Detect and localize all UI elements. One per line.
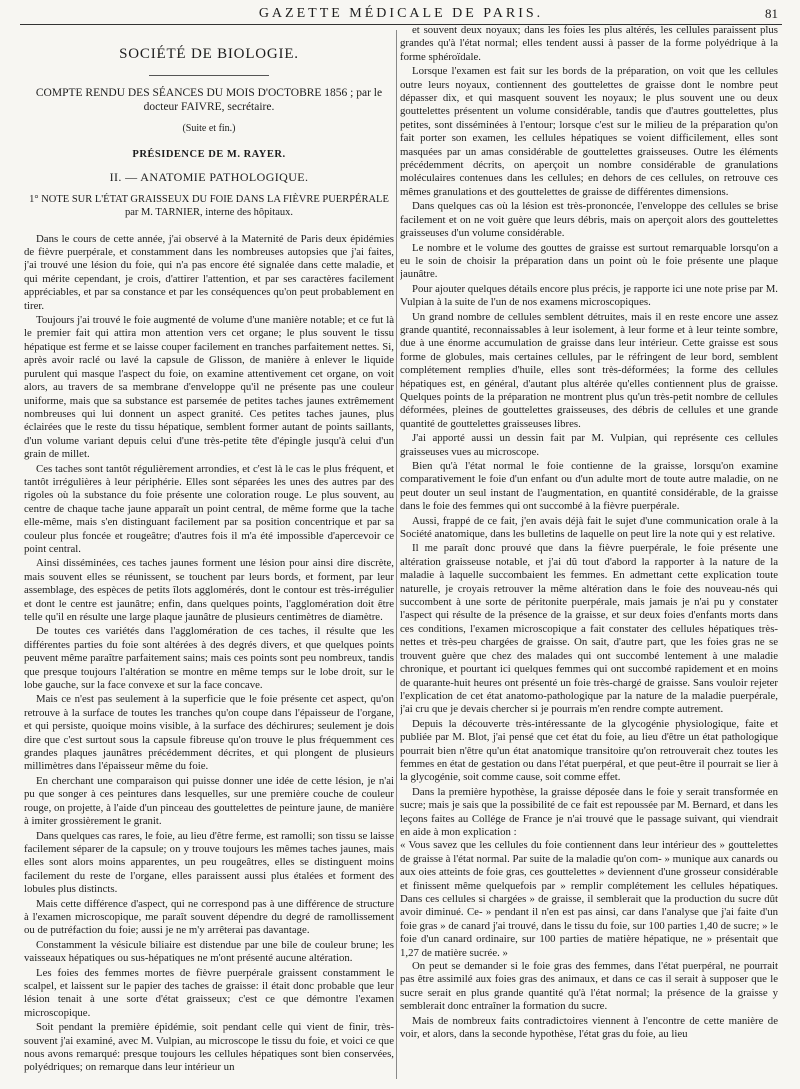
body-paragraph: Depuis la découverte très-intéressante de la glycogénie physiologique, faite et publiée par M. Blot, j'ai pensé que cet état du foie, au lieu d'être un état pathologique pourrait bien n'être qu'un état anatomique transitoire qu'on retrouverait chez toutes les femmes en état de gestation ou dans l'état puerpéral, et que peut-être il pourrait se lier à la glycogénie, soit comme cause, soit comme effet.: [400, 717, 778, 784]
report-heading: COMPTE RENDU DES SÉANCES DU MOIS D'OCTOBRE 1856 ; par le docteur FAIVRE, secrétaire.: [35, 87, 383, 114]
society-title: SOCIÉTÉ DE BIOLOGIE.: [119, 46, 299, 62]
body-paragraph: J'ai apporté aussi un dessin fait par M. Vulpian, qui représente ces cellules graisseuses vues au microscope.: [400, 432, 778, 458]
left-body-text: [24, 233, 394, 1075]
title-rule: [149, 75, 269, 76]
column-divider: [396, 30, 397, 1079]
body-paragraph: Mais ce n'est pas seulement à la superficie que le foie présente cet aspect, qu'on retrouve à la surface de toutes les tranches qu'on coupe dans l'épaisseur de l'organe, et qui persiste, quoique moins visible, à la surface des déchirures; seulement je dois dire que c'est surtout sous la capsule fibreuse qu'on trouve le plus fréquemment ces grandes plaques jaunâtres précédemment décrites, et qui plongent de plusieurs millimètres dans l'épaisseur même du foie.: [24, 693, 394, 773]
left-column: [24, 38, 394, 1083]
body-paragraph: De toutes ces variétés dans l'agglomération de ces taches, il résulte que les différentes parties du foie sont altérées à des degrés divers, et que quelques points peuvent même paraître parfaitement sains; mais ces points sont peu nombreux, tandis que presque toujours l'altération se montre en même temps sur le lobe droit, sur le lobe gauche, sur la face convexe et sur la face concave.: [24, 625, 394, 692]
right-column: [400, 24, 778, 1083]
running-title: GAZETTE MÉDICALE DE PARIS.: [258, 6, 544, 21]
body-paragraph: Ainsi disséminées, ces taches jaunes forment une lésion pour ainsi dire discrète, mais souvent elles se réunissent, se touchent par leurs bords, et forment, par leur assemblage, des espèces de petits îlots agglomérés, dont le contour est très-irrégulier et dont le centre est jaunâtre; enfin, dans quelques points, l'agglomération doit être telle qu'il en résulte une large plaque jaunâtre de plusieurs centimètres de diamètre.: [24, 557, 394, 623]
page-number: 81: [765, 6, 778, 21]
body-paragraph: En cherchant une comparaison qui puisse donner une idée de cette lésion, je n'ai pu que songer à ces peintures dans lesquelles, sur une première couche de couleur rouge, on projette, à l'aide d'un pinceau des gouttelettes de peinture jaune, de manière à imiter grossièrement le granit.: [24, 774, 394, 828]
body-paragraph: On peut se demander si le foie gras des femmes, dans l'état puerpéral, ne pourrait pas être assimilé aux foies gras des animaux, et dans ce cas il serait à supposer que le sucre serait en plus grande quantité qu'à l'état normal; la présence de la graisse y semblerait donc entraîner la formation du sucre.: [400, 960, 778, 1013]
body-paragraph: Le nombre et le volume des gouttes de graisse est surtout remarquable lorsqu'on a eu le soin de choisir la préparation dans un point où le foie présente une plaque jaunâtre.: [400, 241, 778, 281]
section-title: II. — ANATOMIE PATHOLOGIQUE.: [109, 170, 309, 185]
body-paragraph: Pour ajouter quelques détails encore plus précis, je rapporte ici une note prise par M. Vulpian à la suite de l'un de nos examens microscopiques.: [400, 282, 778, 309]
body-paragraph: et souvent deux noyaux; dans les foies les plus altérés, les cellules paraissent plus grandes qu'à l'état normal; elles tendent aussi à passer de la forme polyédrique à la forme sphéroïdale.: [400, 24, 778, 63]
body-paragraph: Soit pendant la première épidémie, soit pendant celle qui vient de finir, très-souvent j'ai examiné, avec M. Vulpian, au microscope le tissu du foie, et voici ce que nous avons remarqué: presque toujours les cellules hépatiques sont bien conservées, polyédriques; on remarque dans leur intérieur un: [24, 1021, 394, 1074]
body-paragraph: Dans quelques cas où la lésion est très-prononcée, l'enveloppe des cellules se brise facilement et on ne voit guère que leurs débris, mais on aperçoit alors des gouttelettes graisseuses d'un volume considérable.: [400, 200, 778, 240]
body-paragraph: Il me paraît donc prouvé que dans la fièvre puerpérale, le foie présente une altération graisseuse notable, et j'ai dû tout d'abord la rapporter à la nature de la maladie à laquelle succombaient les femmes. En admettant cette explication toute naturelle, je croyais retrouver la même altération dans le foie des nouveau-nés qui succombent à une sorte de péritonite puerpérale, mais jamais je n'ai pu y constater l'aspect qui résulte de la présence de la graisse, et sur deux foies d'enfants morts dans ces conditions, l'examen microscopique a fait constater des cellules hépatiques très-nettes et très-peu chargées de graisse. On sait, d'autre part, que les foies gras ne se trouvent guère que chez des malades qui ont succombé lentement à une maladie chronique, et pourtant ici quelques femmes qui ont succombé rapidement et en moins de quarante-huit heures ont présenté un foie très-chargé de graisse. Sans vouloir rejeter l'explication de cet état anatomo-pathologique par la nature de la maladie puerpérale, j'ai cru que je devais chercher si je pourrais m'en rendre compte autrement.: [400, 542, 778, 716]
body-paragraph: Les foies des femmes mortes de fièvre puerpérale graissent constamment le scalpel, et laissent sur le papier des taches de graisse: il était donc probable que leur lésion tenait à une sorte d'état graisseux; c'est ce que démontre l'examen microscopique.: [24, 966, 394, 1019]
bernard-quotation: [400, 839, 778, 960]
suite-note: (Suite et fin.): [182, 123, 236, 135]
body-paragraph: Un grand nombre de cellules semblent détruites, mais il en reste encore une assez grande quantité, reconnaissables à leur isolement, à leur forme et à leur teinte sombre, due à une énorme accumulation de graisse dans leur intérieur. Cette graisse est sous forme de globules, mais certaines cellules, par le réfringent de leur bord, semblent complétement remplies d'huile, elles sont très-déformées; la forme des cellules hépatiques est, en général, d'autant plus altérée qu'elles contiennent plus de graisse. Quelques points de la préparation ne montrent plus qu'un très-petit nombre de cellules déformées, pleines de gouttelettes graisseuses, des débris de cellules et une grande quantité de gouttelettes graisseuses libres.: [400, 310, 778, 430]
right-body-text: [400, 24, 778, 839]
body-paragraph: Dans quelques cas rares, le foie, au lieu d'être ferme, est ramolli; son tissu se laisse facilement séparer de la capsule; on y trouve toujours les mêmes taches jaunes, mais elles sont alors moins apparentes, un peu rougeâtres, elles se distinguent moins facilement du reste de l'organe, elles paraissent aussi plus étalées et forment des lobules plus distincts.: [24, 829, 394, 896]
note-title: 1° NOTE SUR L'ÉTAT GRAISSEUX DU FOIE DANS LA FIÈVRE PUERPÉRALE par M. TARNIER, interne des hôpitaux.: [29, 193, 389, 218]
body-paragraph: Mais cette différence d'aspect, qui ne correspond pas à une différence de structure à l'examen microscopique, me paraît souvent dépendre du degré de ramollissement ou de putréfaction du foie; aussi je ne m'y arrêterai pas davantage.: [24, 897, 394, 937]
presidence-line: PRÉSIDENCE DE M. RAYER.: [132, 148, 286, 160]
body-paragraph: Lorsque l'examen est fait sur les bords de la préparation, on voit que les cellules outre leurs noyaux, contiennent des gouttelettes de graisse dont le nombre peut dépasser dix, et qui masquent souvent les noyaux; le plus souvent une ou deux gouttelettes présentent un volume considérable, tandis que d'autres gouttelettes, plus petites, sont disséminées à l'entour; lorsque c'est sur le milieu de la préparation qu'on fait porter son examen, les cellules hépatiques se voient difficilement, elles sont masquées par un amas considérable de gouttelettes graisseuses. Outre les éléments précédemment décrits, on aperçoit un nombre considérable de granulations moléculaires contenues dans les cellules; en dehors de ces cellules, on retrouve ces mêmes granulations et des gouttelettes de graisse de différentes dimensions.: [400, 65, 778, 198]
running-header: [20, 4, 782, 25]
body-paragraph: Ces taches sont tantôt régulièrement arrondies, et c'est là le cas le plus fréquent, et tantôt irrégulières à leur périphérie. Elles sont séparées les unes des autres par des rigoles où la substance du foie présente une coloration rouge. Le plus souvent, au centre de chaque tache jaune apparaît un point central, de même forme que la tache elle-même, mais s'en distinguant facilement par sa position concentrique et par sa couleur plus foncée et rougeâtre; d'autres fois il m'a été impossible d'apercevoir ce point central.: [24, 462, 394, 555]
closing-text: [400, 960, 778, 1041]
body-paragraph: Mais de nombreux faits contradictoires viennent à l'encontre de cette manière de voir, et alors, dans la seconde hypothèse, l'état gras du foie, au lieu: [400, 1014, 778, 1041]
body-paragraph: Constamment la vésicule biliaire est distendue par une bile de couleur brune; les vaisseaux hépatiques ou sus-hépatiques ne m'ont présenté aucune altération.: [24, 938, 394, 965]
body-paragraph: Dans la première hypothèse, la graisse déposée dans le foie y serait transformée en sucre; mais je sais que la possibilité de ce fait est repoussée par M. Bernard, et dans les leçons faites au Collége de France je n'ai trouvé que le passage suivant, qui viendrait en aide à mon explication :: [400, 785, 778, 838]
body-paragraph: Bien qu'à l'état normal le foie contienne de la graisse, lorsqu'on examine comparativement le foie d'un enfant ou d'un adulte mort de toute autre maladie, on ne peut douter un seul instant de l'augmentation, en quantité considérable, de la graisse dans le foie des femmes qui ont succombé à la fièvre puerpérale.: [400, 460, 778, 513]
quotation-paragraph: « Vous savez que les cellules du foie contiennent dans leur intérieur des » gouttelettes de graisse à l'état normal. Par suite de la maladie qu'on com- » munique aux canards ou aux oies atteints de foie gras, ces gouttelettes » deviennent d'une grosseur considérable et finissent même quelquefois par » remplir complétement les cellules hépatiques. Dans ces cellules si chargées » de graisse, il semblerait que la production du sucre dût avoir diminué. Ce- » pendant il n'en est pas ainsi, car dans l'analyse que j'ai faite d'un foie gras » de canard j'ai trouvé, dans le tissu du foie, sur 100 parties 1,40 de sucre; » le foie d'un canard ordinaire, sur 100 parties de matière hépatique, ne » présentait que 1,27 de matière sucrée. »: [400, 839, 778, 959]
body-paragraph: Dans le cours de cette année, j'ai observé à la Maternité de Paris deux épidémies de fièvre puerpérale, et constamment dans les nombreuses autopsies que j'ai faites, j'ai trouvé une lésion du foie, qui n'a pas encore été signalée dans cette maladie, et qui mérite cependant, je crois, d'attirer l'attention, et par ses caractères facilement appréciables, et par sa constance et par les conséquences qu'on peut probablement en tirer.: [24, 232, 394, 312]
body-paragraph: Toujours j'ai trouvé le foie augmenté de volume d'une manière notable; et ce fut là le premier fait qui attira mon attention vers cet organe; le plus souvent le tissu hépatique est ferme et se laisse couper facilement en tranches parfaitement nettes. Si, après avoir raclé ou lavé la capsule de Glisson, de manière à enlever le liquide purulent qui masque l'aspect du foie, on examine attentivement cet organe, on voit alors, au travers de sa membrane d'enveloppe qu'il ne présente pas une couleur uniforme, mais que sa substance est parsemée de petites taches jaunes extrêmement nombreuses qui lui donnent un aspect granité. Ces petites taches jaunes, plus éclairées que le reste du tissu hépatique, semblent former autant de points saillants, d'un volume variant depuis celui d'une très-petite tête d'épingle jusqu'à celui d'un grain de millet.: [24, 314, 394, 461]
body-paragraph: Aussi, frappé de ce fait, j'en avais déjà fait le sujet d'une communication orale à la Société anatomique, dans les bulletins de laquelle on peut lire la note qui y est relative.: [400, 514, 778, 541]
